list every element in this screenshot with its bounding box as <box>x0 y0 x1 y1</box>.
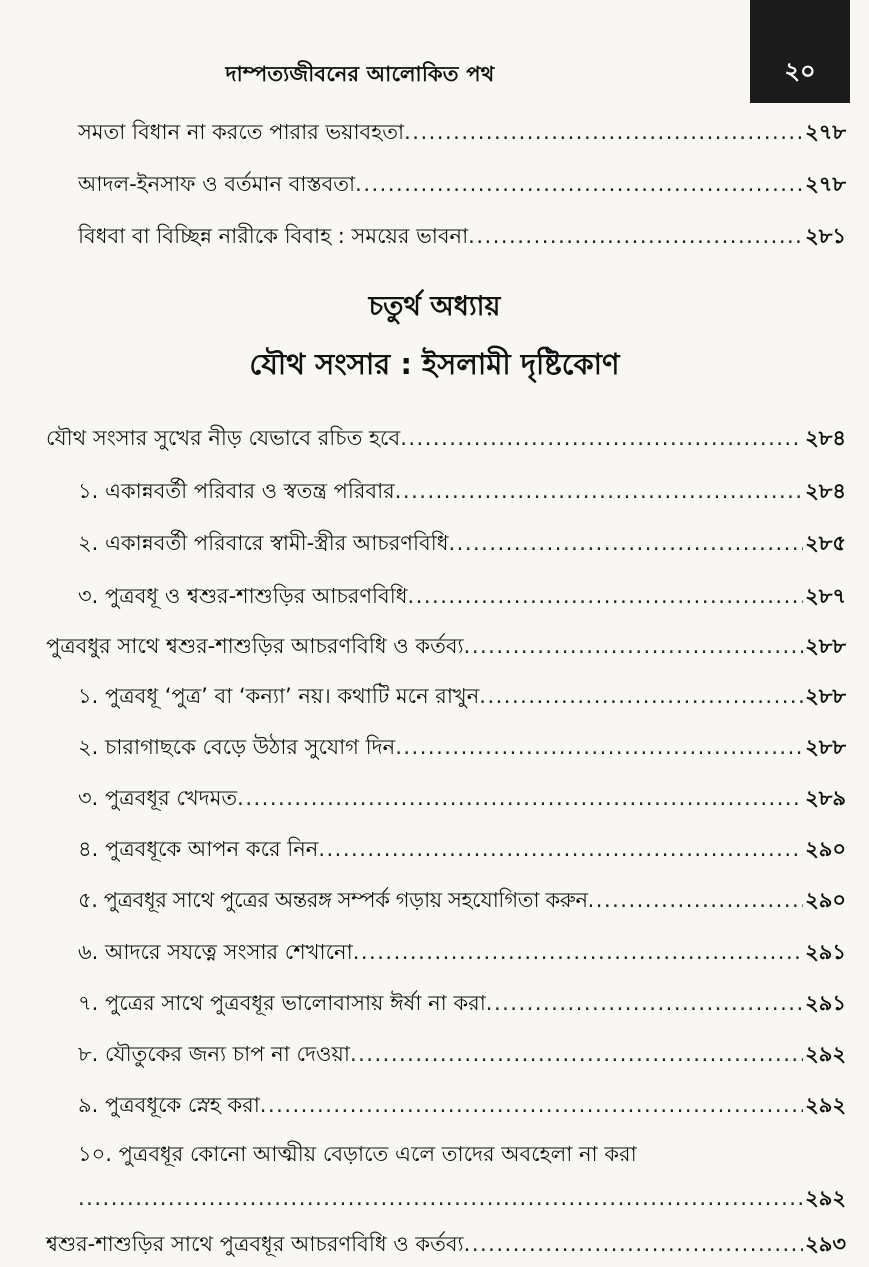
toc-entry <box>78 216 846 256</box>
toc-entry-title: ১. পুত্রবধূ ‘পুত্র’ বা ‘কন্যা’ নয়। কথাটি মনে রাখুন <box>78 684 480 708</box>
toc-entry-title: পুত্রবধুর সাথে শ্বশুর-শাশুড়ির আচরণবিধি ও কর্তব্য <box>46 634 464 658</box>
toc-entry-title: যৌথ সংসার সুখের নীড় যেভাবে রচিত হবে <box>46 426 401 450</box>
dot-leader <box>350 1034 803 1074</box>
toc-entry-page: ২৯০ <box>805 888 846 912</box>
toc-entry-title: সমতা বিধান না করতে পারার ভয়াবহতা <box>78 120 405 144</box>
toc-section-entry <box>46 626 846 666</box>
toc-entry <box>78 778 846 818</box>
dot-leader <box>78 1178 803 1218</box>
chapter-title: যৌথ সংসার : ইসলামী দৃষ্টিকোণ <box>249 347 620 381</box>
page-number-tab <box>750 0 850 103</box>
toc-entry-title: ৭. পুত্রের সাথে পুত্রবধূর ভালোবাসায় ঈর্ষা না করা <box>78 991 486 1015</box>
dot-leader <box>464 1224 803 1264</box>
dot-leader <box>318 829 803 869</box>
dot-leader <box>448 523 803 563</box>
toc-entry-page: ২৮৭ <box>805 584 846 608</box>
toc-section-entry <box>46 418 846 458</box>
toc-entry <box>78 1034 846 1074</box>
toc-entry-page: ২৮৫ <box>805 531 846 555</box>
page-number: ২০ <box>784 57 816 85</box>
dot-leader <box>468 216 803 256</box>
toc-entry <box>78 471 846 511</box>
toc-entry-page: ২৯২ <box>805 1042 846 1066</box>
toc-entry <box>78 576 846 616</box>
toc-entry-title: ৯. পুত্রবধূকে স্নেহ করা <box>78 1093 260 1117</box>
dot-leader <box>400 418 803 458</box>
toc-entry-title: ৬. আদরে সযত্নে সংসার শেখানো <box>78 940 353 964</box>
toc-entry-title-wrapped: ১০. পুত্রবধূর কোনো আত্মীয় বেড়াতে এলে তাদের অবহেলা না করা <box>78 1142 637 1166</box>
toc-entry-title: বিধবা বা বিচ্ছিন্ন নারীকে বিবাহ : সময়ের ভাবনা <box>78 224 469 248</box>
toc-section-entry <box>46 1224 846 1264</box>
dot-leader <box>237 778 803 818</box>
toc-entry-continuation <box>78 1178 846 1218</box>
dot-leader <box>260 1085 803 1125</box>
dot-leader <box>479 676 803 716</box>
toc-entry-title: ১. একান্নবর্তী পরিবার ও স্বতন্ত্র পরিবার <box>78 479 395 503</box>
toc-entry-title: আদল-ইনসাফ ও বর্তমান বাস্তবতা <box>78 172 356 196</box>
toc-entry-page: ২৯১ <box>805 940 846 964</box>
toc-entry-page: ২৮৪ <box>805 426 846 450</box>
toc-entry <box>78 112 846 152</box>
toc-entry-page: ২৯২ <box>805 1186 846 1210</box>
toc-entry <box>78 1085 846 1125</box>
toc-entry-page: ২৮১ <box>805 224 846 248</box>
toc-entry <box>78 829 846 869</box>
toc-entry <box>78 676 846 716</box>
toc-entry-title: ৫. পুত্রবধূর সাথে পুত্রের অন্তরঙ্গ সম্পর্ক গড়ায় সহযোগিতা করুন <box>78 888 588 912</box>
running-title: দাম্পত্যজীবনের আলোকিত পথ <box>225 62 495 86</box>
dot-leader <box>355 164 803 204</box>
dot-leader <box>486 983 803 1023</box>
toc-entry <box>78 727 846 767</box>
dot-leader <box>588 880 803 920</box>
toc-entry-title: ৮. যৌতুকের জন্য চাপ না দেওয়া <box>78 1042 350 1066</box>
toc-entry-page: ২৯১ <box>805 991 846 1015</box>
toc-entry-page: ২৮৮ <box>805 684 846 708</box>
toc-entry-title: ৩. পুত্রবধূ ও শ্বশুর-শাশুড়ির আচরণবিধি <box>78 584 408 608</box>
toc-entry <box>78 983 846 1023</box>
toc-entry-title: ২. চারাগাছকে বেড়ে উঠার সুযোগ দিন <box>78 735 396 759</box>
toc-entry <box>78 164 846 204</box>
toc-entry-page: ২৮৮ <box>805 634 846 658</box>
toc-entry <box>78 880 846 920</box>
dot-leader <box>404 112 803 152</box>
toc-entry-title: ২. একান্নবর্তী পরিবারে স্বামী-স্ত্রীর আচরণবিধি <box>78 531 449 555</box>
toc-entry <box>78 523 846 563</box>
dot-leader <box>353 932 803 972</box>
toc-entry-page: ২৯৩ <box>805 1232 846 1256</box>
toc-entry-title: শ্বশুর-শাশুড়ির সাথে পুত্রবধূর আচরণবিধি ও কর্তব্য <box>46 1232 464 1256</box>
toc-entry-page: ২৮৮ <box>805 735 846 759</box>
dot-leader <box>395 471 803 511</box>
toc-entry-page: ২৮৪ <box>805 479 846 503</box>
toc-entry-page: ২৭৮ <box>805 120 846 144</box>
dot-leader <box>464 626 803 666</box>
toc-entry-page: ২৭৮ <box>805 172 846 196</box>
toc-entry <box>78 932 846 972</box>
dot-leader <box>408 576 804 616</box>
toc-entry-page: ২৯০ <box>805 837 846 861</box>
chapter-label: চতুর্থ অধ্যায় <box>368 291 501 322</box>
toc-entry-page: ২৮৯ <box>805 786 846 810</box>
toc-entry-page: ২৯২ <box>805 1093 846 1117</box>
toc-entry-title: ৩. পুত্রবধূর খেদমত <box>78 786 238 810</box>
dot-leader <box>395 727 803 767</box>
toc-entry-title: ৪. পুত্রবধূকে আপন করে নিন <box>78 837 319 861</box>
